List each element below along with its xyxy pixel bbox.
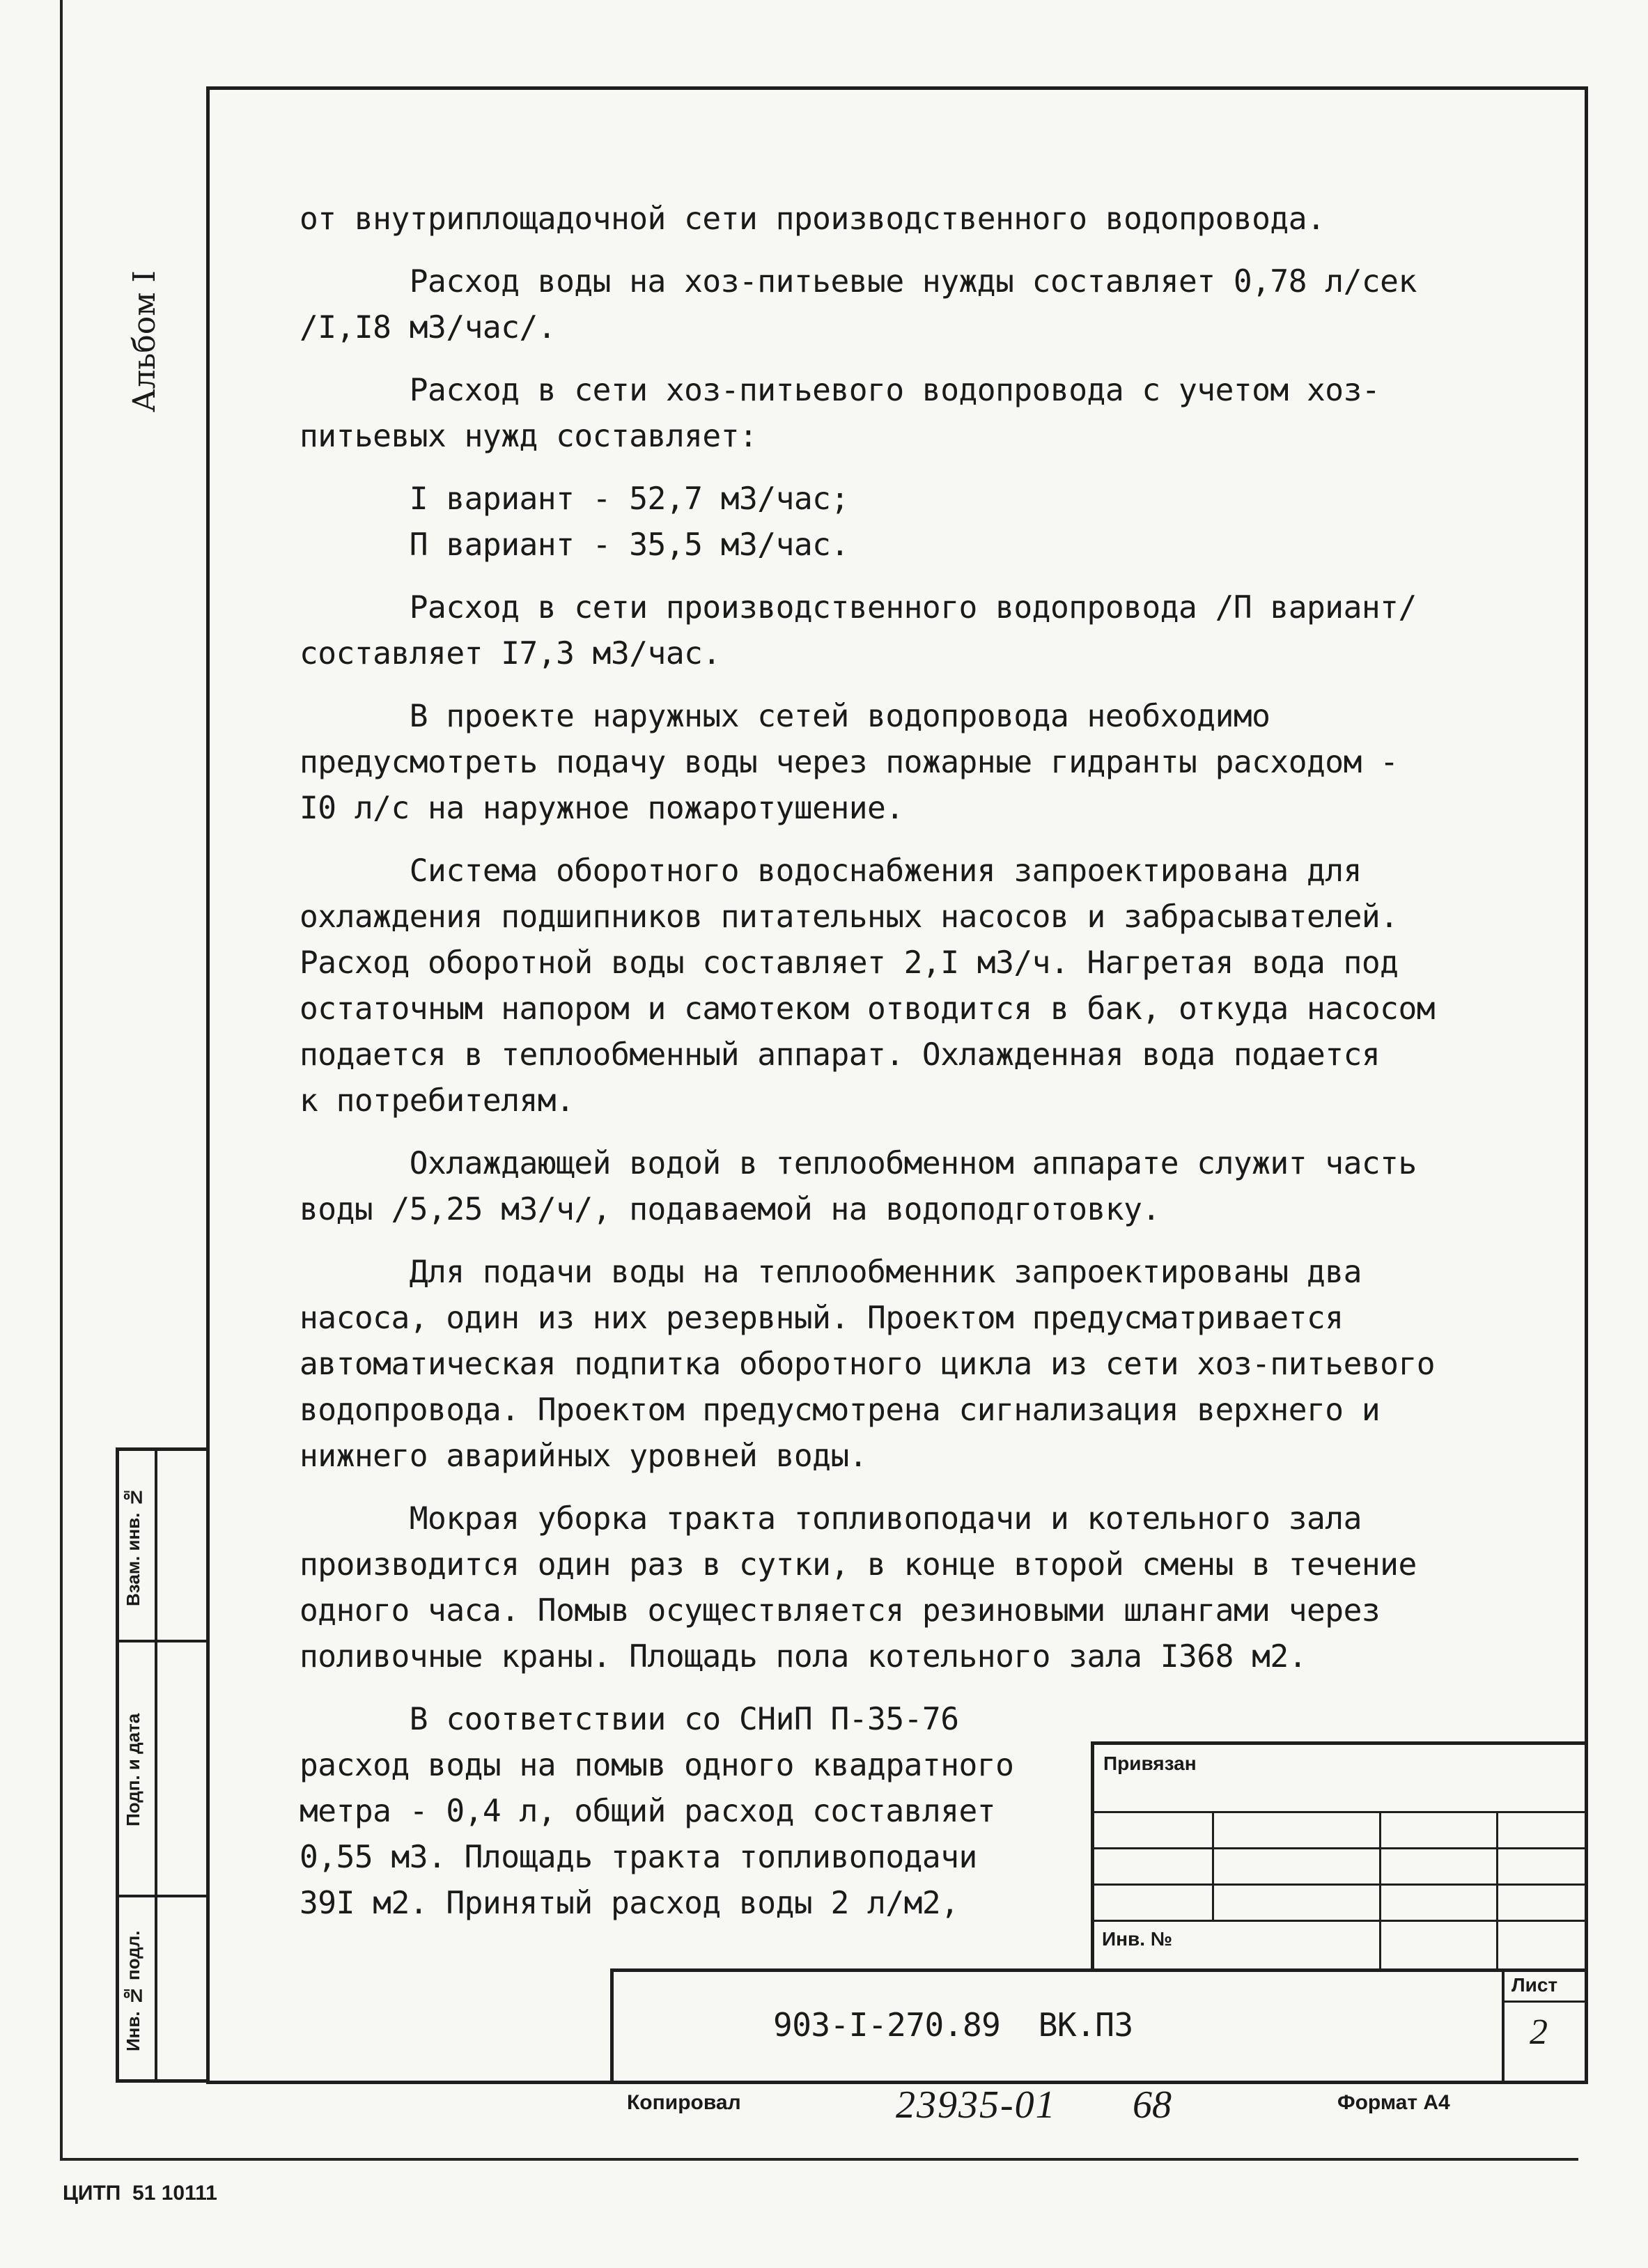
paragraph-gap xyxy=(300,1479,1553,1496)
sheet-label: Лист xyxy=(1511,1974,1558,1996)
text-line: питьевых нужд составляет: xyxy=(300,419,758,454)
text-line: Для подачи воды на теплообменник запроектированы два xyxy=(300,1255,1362,1290)
text-line: к потребителям. xyxy=(300,1083,575,1119)
text-line: В соответствии со СНиП П-35-76 xyxy=(300,1702,959,1737)
inv-no-label: Инв. № xyxy=(1102,1928,1173,1950)
text-line: составляет I7,3 м3/час. xyxy=(300,636,721,671)
body-text xyxy=(300,196,1553,1927)
text-line: воды /5,25 м3/ч/, подаваемой на водоподготовку. xyxy=(300,1192,1160,1227)
kopiroval-label: Копировал xyxy=(627,2091,741,2114)
text-line: охлаждения подшипников питательных насосов и забрасывателей. xyxy=(300,899,1399,935)
text-line: Расход оборотной воды составляет 2,I м3/ч. Нагретая вода под xyxy=(300,945,1399,981)
text-line: производится один раз в сутки, в конце второй смены в течение xyxy=(300,1547,1417,1583)
text-line: от внутриплощадочной сети производственного водопровода. xyxy=(300,201,1326,237)
paragraph-gap xyxy=(300,1233,1553,1250)
text-line: нижнего аварийных уровней воды. xyxy=(300,1438,868,1474)
text-line: метра - 0,4 л, общий расход составляет xyxy=(300,1794,996,1829)
title-stamp-divider xyxy=(1502,2001,1588,2003)
side-stamp-divider xyxy=(116,1640,206,1642)
side-label-inv-podl: Инв. № подл. xyxy=(123,1930,143,2051)
paragraph-gap xyxy=(300,832,1553,848)
text-line: поливочные краны. Площадь пола котельного зала I368 м2. xyxy=(300,1639,1307,1675)
text-line: Расход в сети производственного водопровода /П вариант/ xyxy=(300,590,1417,626)
text-line: 39I м2. Принятый расход воды 2 л/м2, xyxy=(300,1886,959,1921)
text-line: Охлаждающей водой в теплообменном аппарате служит часть xyxy=(300,1146,1417,1181)
text-line: Система оборотного водоснабжения запроектирована для xyxy=(300,853,1362,889)
table-rule xyxy=(1379,1811,1381,1971)
text-line: предусмотреть подачу воды через пожарные гидранты расходом - xyxy=(300,745,1399,780)
title-stamp-divider xyxy=(1502,1968,1505,2084)
text-line: I вариант - 52,7 м3/час; xyxy=(300,481,849,517)
binding-line-left xyxy=(60,0,63,2159)
binding-line-bottom xyxy=(60,2158,1578,2161)
paragraph-gap xyxy=(300,242,1553,259)
paragraph-gap xyxy=(300,351,1553,368)
document-code: 903-I-270.89 ВК.ПЗ xyxy=(773,2006,1133,2044)
format-label: Формат А4 xyxy=(1337,2091,1450,2114)
table-rule xyxy=(1091,1920,1588,1922)
text-line: насоса, один из них резервный. Проектом предусматривается xyxy=(300,1300,1344,1336)
paragraph-gap xyxy=(300,568,1553,585)
text-line: I0 л/с на наружное пожаротушение. xyxy=(300,791,904,826)
text-line: автоматическая подпитка оборотного цикла из сети хоз-питьевого xyxy=(300,1346,1436,1382)
copy-number: 23935-01 xyxy=(896,2083,1057,2127)
table-rule xyxy=(1212,1811,1214,1920)
table-rule xyxy=(1091,1847,1588,1849)
text-line: Расход в сети хоз-питьевого водопровода с учетом хоз- xyxy=(300,373,1381,408)
text-line: водопровода. Проектом предусмотрена сигнализация верхнего и xyxy=(300,1392,1381,1428)
text-line: остаточным напором и самотеком отводится в бак, откуда насосом xyxy=(300,991,1436,1027)
side-stamp-divider xyxy=(155,1447,157,2083)
table-rule xyxy=(1091,1811,1588,1813)
paragraph-gap xyxy=(300,677,1553,694)
side-label-vzam-inv: Взам. инв. № xyxy=(123,1486,143,1606)
text-line: Мокрая уборка тракта топливоподачи и котельного зала xyxy=(300,1501,1362,1537)
sheet-number: 2 xyxy=(1530,2012,1548,2052)
text-line: расход воды на помыв одного квадратного xyxy=(300,1748,1014,1783)
privyazan-label: Привязан xyxy=(1103,1753,1197,1774)
album-label: Альбом I xyxy=(127,270,162,412)
side-stamp-divider xyxy=(116,1895,206,1897)
side-label-podp-data: Подп. и дата xyxy=(123,1713,143,1827)
text-line: /I,I8 м3/час/. xyxy=(300,310,557,345)
text-line: П вариант - 35,5 м3/час. xyxy=(300,527,849,563)
cipp-mark: ЦИТП 51 10111 xyxy=(63,2182,217,2205)
paragraph-gap xyxy=(300,460,1553,476)
table-rule xyxy=(1091,1883,1588,1886)
table-rule xyxy=(1496,1811,1498,1971)
page-number: 68 xyxy=(1133,2083,1172,2127)
text-line: Расход воды на хоз-питьевые нужды составляет 0,78 л/сек xyxy=(300,264,1417,300)
paragraph-gap xyxy=(300,1680,1553,1697)
text-line: одного часа. Помыв осуществляется резиновыми шлангами через xyxy=(300,1593,1381,1629)
paragraph-gap xyxy=(300,1124,1553,1141)
text-line: подается в теплообменный аппарат. Охлажденная вода подается xyxy=(300,1037,1381,1073)
text-line: 0,55 м3. Площадь тракта топливоподачи xyxy=(300,1840,977,1875)
text-line: В проекте наружных сетей водопровода необходимо xyxy=(300,699,1270,734)
